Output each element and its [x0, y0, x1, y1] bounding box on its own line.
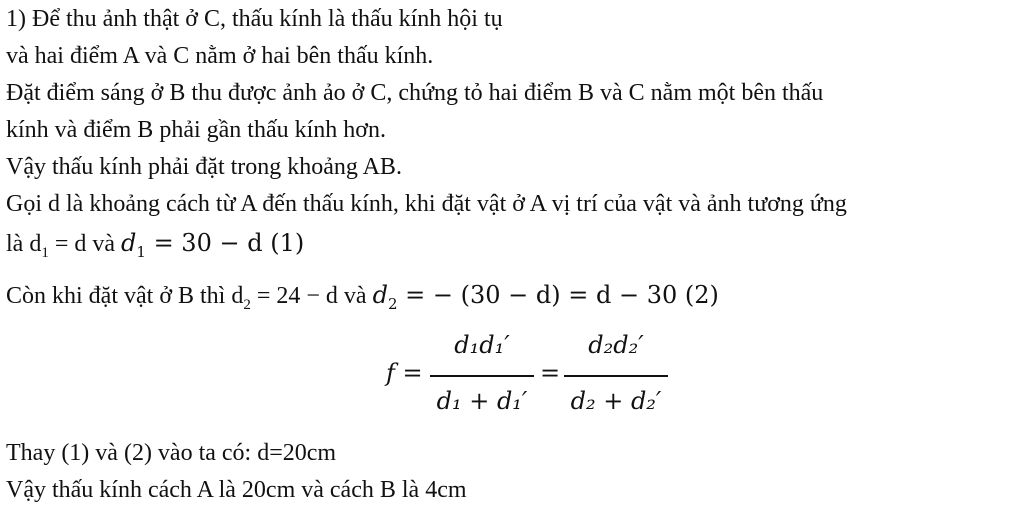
text-line-7 [6, 228, 304, 262]
text-line-6: Gọi d là khoảng cách từ A đến thấu kính, khi đặt vật ở A vị trí của vật và ảnh tương ứng [6, 191, 847, 217]
text-line-5: Vậy thấu kính phải đặt trong khoảng AB. [6, 154, 402, 180]
fraction-1-denominator: d₁ + d₁′ [436, 387, 528, 415]
formula-lhs: f = [386, 359, 423, 387]
line8-suffix: = − (30 − d) = d − 30 (2) [397, 281, 719, 309]
fraction-2-numerator: d₂d₂′ [588, 331, 644, 359]
text-line-3: Đặt điểm sáng ở B thu được ảnh ảo ở C, chứng tỏ hai điểm B và C nằm một bên thấu [6, 80, 824, 106]
formula-fraction-2 [564, 325, 668, 430]
text-line-2: và hai điểm A và C nằm ở hai bên thấu kính. [6, 43, 434, 69]
formula-fraction-1 [430, 325, 534, 430]
line7-sub1: 1 [41, 245, 49, 261]
fraction-1-bar [430, 375, 534, 377]
text-line-1: 1) Để thu ảnh thật ở C, thấu kính là thấu kính hội tụ [6, 6, 503, 32]
document-body [6, 0, 1018, 506]
fraction-2-bar [564, 375, 668, 377]
fraction-2-denominator: d₂ + d₂′ [570, 387, 662, 415]
text-line-9: Thay (1) và (2) vào ta có: d=20cm [6, 440, 337, 466]
line7-d-symbol: d [121, 229, 137, 257]
text-line-10: Vậy thấu kính cách A là 20cm và cách B là 4cm [6, 477, 467, 503]
line7-suffix: = 30 − d (1) [145, 229, 305, 257]
text-line-8 [6, 280, 719, 314]
formula-equals: = [540, 359, 561, 387]
line8-d-symbol: d [372, 281, 388, 309]
line8-mid: = 24 − d và [250, 283, 373, 309]
fraction-1-numerator: d₁d₁′ [454, 331, 510, 359]
line7-sub2: 1 [136, 243, 146, 261]
line8-sub2: 2 [387, 295, 398, 313]
line8-sub1: 2 [243, 297, 251, 313]
line7-mid: = d và [48, 231, 122, 257]
text-line-4: kính và điểm B phải gần thấu kính hơn. [6, 117, 386, 143]
line7-prefix: là d [6, 231, 42, 257]
line8-prefix: Còn khi đặt vật ở B thì d [6, 283, 244, 309]
